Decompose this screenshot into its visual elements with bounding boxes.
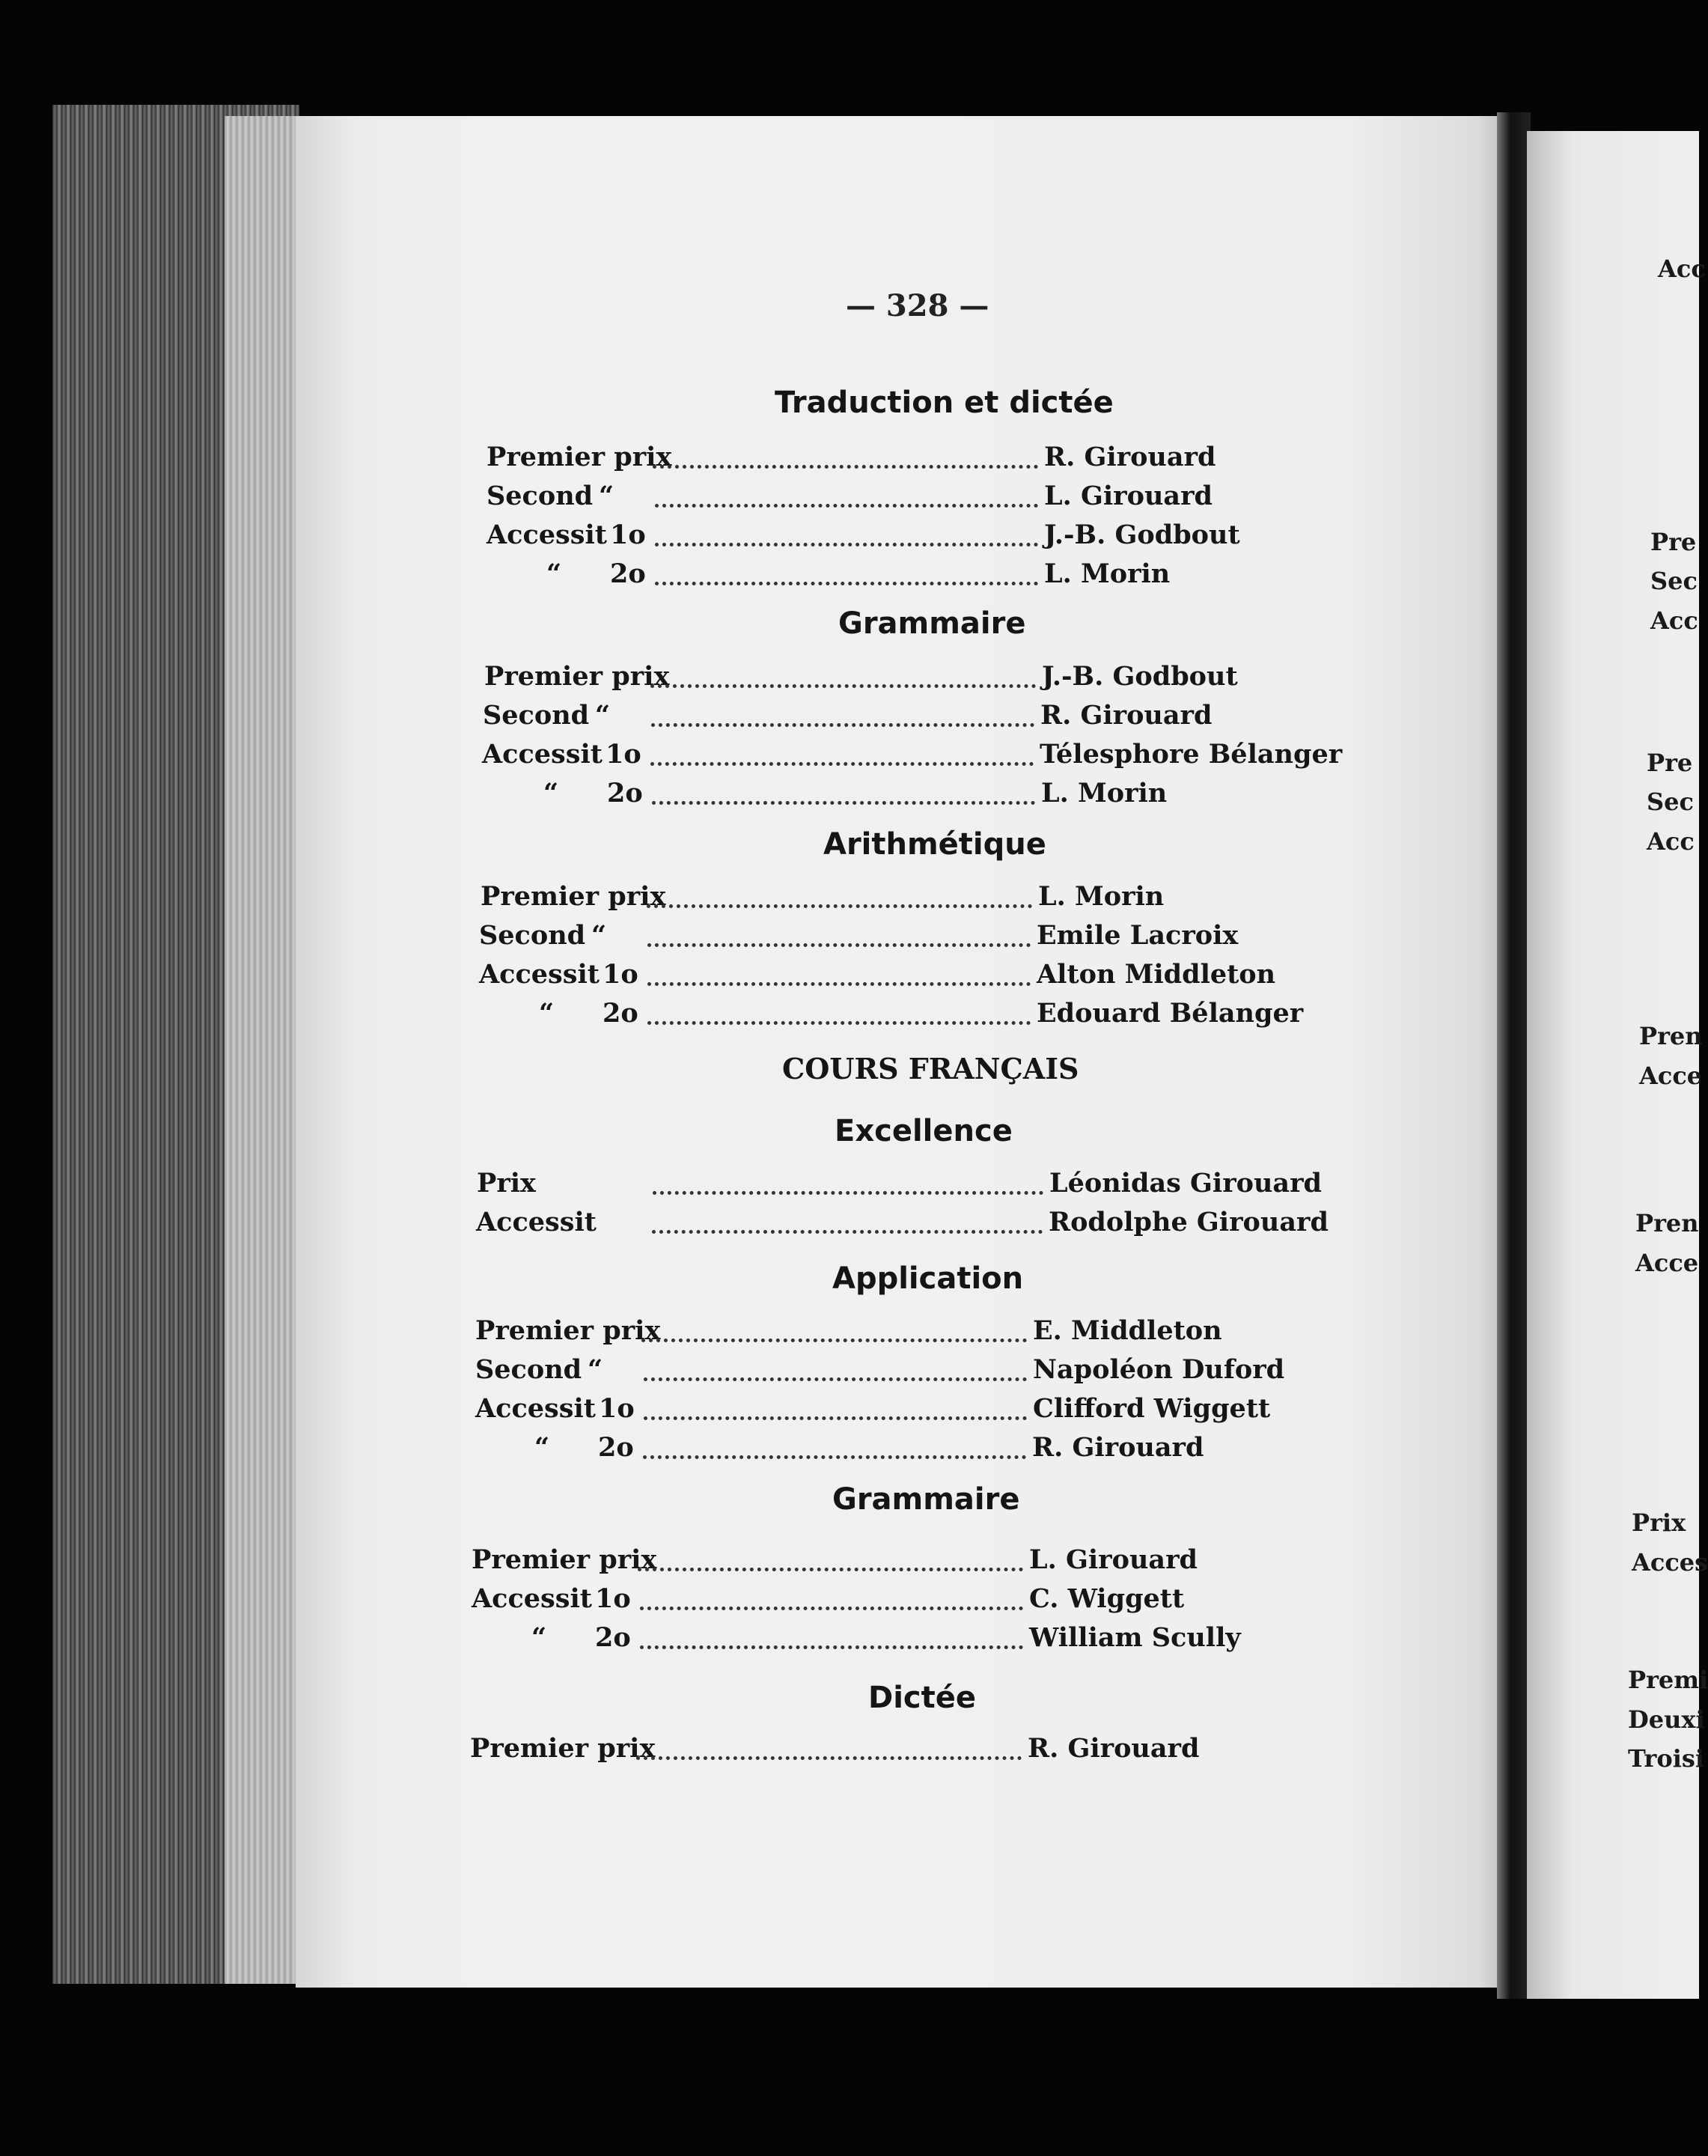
prize-entry (0, 1164, 1695, 1203)
prize-winner-name: L. Morin (1041, 778, 1168, 808)
right-page-fragment: Acce (1639, 1062, 1703, 1090)
prize-label: Premier prix (484, 661, 670, 692)
dot-leader (640, 1607, 1023, 1610)
prize-winner-name: L. Girouard (1044, 481, 1213, 511)
prize-winner-name: R. Girouard (1032, 1432, 1204, 1463)
prize-winner-name: Napoléon Duford (1033, 1354, 1285, 1385)
dot-leader (655, 543, 1038, 546)
prize-rank: “ (588, 1354, 603, 1385)
prize-entry (0, 477, 1695, 516)
dot-leader (655, 582, 1038, 585)
dot-leader (641, 1339, 1027, 1342)
prize-entry (0, 994, 1695, 1033)
prize-entry (0, 774, 1695, 813)
dot-leader (652, 801, 1035, 805)
section-heading-grammaire: Grammaire (838, 606, 1026, 641)
prize-label: Accessit (476, 1207, 597, 1237)
right-page-fragment: Premi (1628, 1666, 1708, 1694)
dot-leader (650, 762, 1034, 766)
dot-leader (647, 904, 1032, 908)
dot-leader (655, 504, 1038, 508)
prize-rank: 1o (595, 1583, 631, 1614)
right-page-fragment: Troisi (1628, 1744, 1705, 1773)
prize-label: “ (543, 778, 559, 808)
prize-label: Premier prix (481, 881, 666, 912)
dot-leader (644, 1377, 1027, 1381)
prize-rank: “ (595, 700, 611, 731)
dot-leader (647, 943, 1031, 947)
prize-entry (0, 1312, 1695, 1350)
right-page-fragment: Prix (1632, 1508, 1686, 1537)
prize-winner-name: J.-B. Godbout (1042, 661, 1238, 692)
right-page-fragment: Deuxi (1628, 1705, 1705, 1734)
right-page-fragment: Pren (1639, 1022, 1703, 1050)
prize-rank: 1o (606, 739, 641, 770)
prize-label: Accessit (472, 1583, 592, 1614)
prize-winner-name: R. Girouard (1040, 700, 1213, 731)
prize-winner-name: L. Morin (1038, 881, 1165, 912)
prize-entry (0, 1350, 1695, 1389)
prize-winner-name: William Scully (1029, 1622, 1241, 1653)
dot-leader (653, 465, 1038, 469)
prize-label: “ (539, 998, 555, 1029)
prize-winner-name: Rodolphe Girouard (1049, 1207, 1329, 1237)
prize-label: Premier prix (472, 1544, 657, 1575)
dot-leader (653, 1191, 1043, 1195)
right-page-fragment: Acc (1658, 255, 1706, 283)
section-heading-traduction-et-dictee: Traduction et dictée (775, 386, 1114, 420)
prize-entry (0, 916, 1695, 955)
dot-leader (640, 1645, 1023, 1649)
prize-label: Second (487, 481, 594, 511)
page-number: — 328 — (846, 288, 989, 323)
prize-entry (0, 555, 1695, 594)
prize-entry (0, 1729, 1695, 1768)
prize-label: Premier prix (475, 1315, 661, 1346)
prize-label: Second (483, 700, 590, 731)
prize-rank: 1o (603, 959, 638, 990)
dot-leader (643, 1455, 1026, 1459)
right-page-fragment: Acce (1635, 1249, 1699, 1277)
prize-rank: “ (599, 481, 614, 511)
section-heading-excellence: Excellence (835, 1114, 1013, 1148)
prize-winner-name: Edouard Bélanger (1037, 998, 1304, 1029)
prize-entry (0, 1203, 1695, 1242)
dot-leader (644, 1416, 1027, 1420)
prize-winner-name: Télesphore Bélanger (1040, 739, 1343, 770)
right-page-fragment: Acces (1632, 1548, 1708, 1577)
prize-winner-name: Emile Lacroix (1037, 920, 1239, 951)
right-page-fragment: Acc (1647, 827, 1695, 856)
section-heading-grammaire: Grammaire (832, 1482, 1020, 1517)
prize-winner-name: E. Middleton (1033, 1315, 1222, 1346)
prize-entry (0, 438, 1695, 477)
prize-label: Accessit (475, 1393, 596, 1424)
prize-rank: 2o (607, 778, 643, 808)
prize-rank: 1o (599, 1393, 635, 1424)
prize-label: Accessit (487, 520, 607, 550)
right-page-fragment: Sec (1650, 567, 1698, 595)
prize-label: Premier prix (487, 442, 672, 472)
right-page-fragment: Pren (1635, 1209, 1699, 1237)
prize-entry (0, 877, 1695, 916)
prize-entry (0, 696, 1695, 735)
section-heading-dictee: Dictée (868, 1681, 977, 1715)
prize-entry (0, 1618, 1695, 1657)
prize-entry (0, 657, 1695, 696)
dot-leader (638, 1568, 1023, 1571)
prize-label: Accessit (479, 959, 600, 990)
book-gutter (1497, 112, 1531, 1999)
prize-rank: 2o (603, 998, 638, 1029)
right-page-fragment: Acc (1650, 606, 1698, 635)
dot-leader (647, 1021, 1031, 1025)
prize-winner-name: C. Wiggett (1029, 1583, 1185, 1614)
prize-label: “ (546, 558, 562, 589)
dot-leader (636, 1756, 1022, 1760)
prize-entry (0, 1389, 1695, 1428)
right-page-fragment: Pre (1647, 749, 1693, 777)
prize-rank: 2o (610, 558, 646, 589)
dot-leader (650, 684, 1036, 688)
prize-winner-name: R. Girouard (1028, 1733, 1200, 1764)
dot-leader (651, 723, 1034, 727)
prize-entry (0, 735, 1695, 774)
prize-winner-name: L. Morin (1044, 558, 1171, 589)
prize-label: Premier prix (470, 1733, 656, 1764)
prize-label: Accessit (482, 739, 603, 770)
prize-label: “ (534, 1432, 550, 1463)
section-heading-arithmetique: Arithmétique (823, 827, 1046, 862)
prize-winner-name: L. Girouard (1029, 1544, 1198, 1575)
prize-label: “ (531, 1622, 547, 1653)
prize-entry (0, 1580, 1695, 1618)
prize-rank: “ (591, 920, 607, 951)
dot-leader (652, 1230, 1043, 1234)
prize-label: Second (479, 920, 586, 951)
prize-winner-name: J.-B. Godbout (1044, 520, 1240, 550)
prize-label: Second (475, 1354, 582, 1385)
right-page (1527, 131, 1708, 1999)
prize-label: Prix (477, 1168, 536, 1199)
prize-winner-name: R. Girouard (1044, 442, 1216, 472)
prize-entry (0, 1428, 1695, 1467)
prize-winner-name: Alton Middleton (1037, 959, 1276, 990)
right-page-fragment: Sec (1647, 788, 1694, 816)
dot-leader (647, 982, 1031, 986)
prize-entry (0, 955, 1695, 994)
section-heading-application: Application (832, 1261, 1024, 1296)
prize-rank: 1o (610, 520, 646, 550)
prize-winner-name: Léonidas Girouard (1049, 1168, 1323, 1199)
prize-entry (0, 516, 1695, 555)
right-page-fragment: Pre (1650, 528, 1697, 556)
prize-winner-name: Clifford Wiggett (1033, 1393, 1271, 1424)
book-page-edges-inner (225, 116, 299, 1984)
prize-entry (0, 1541, 1695, 1580)
prize-rank: 2o (598, 1432, 634, 1463)
section-heading-cours-francais: COURS FRANÇAIS (782, 1052, 1079, 1085)
prize-rank: 2o (595, 1622, 631, 1653)
